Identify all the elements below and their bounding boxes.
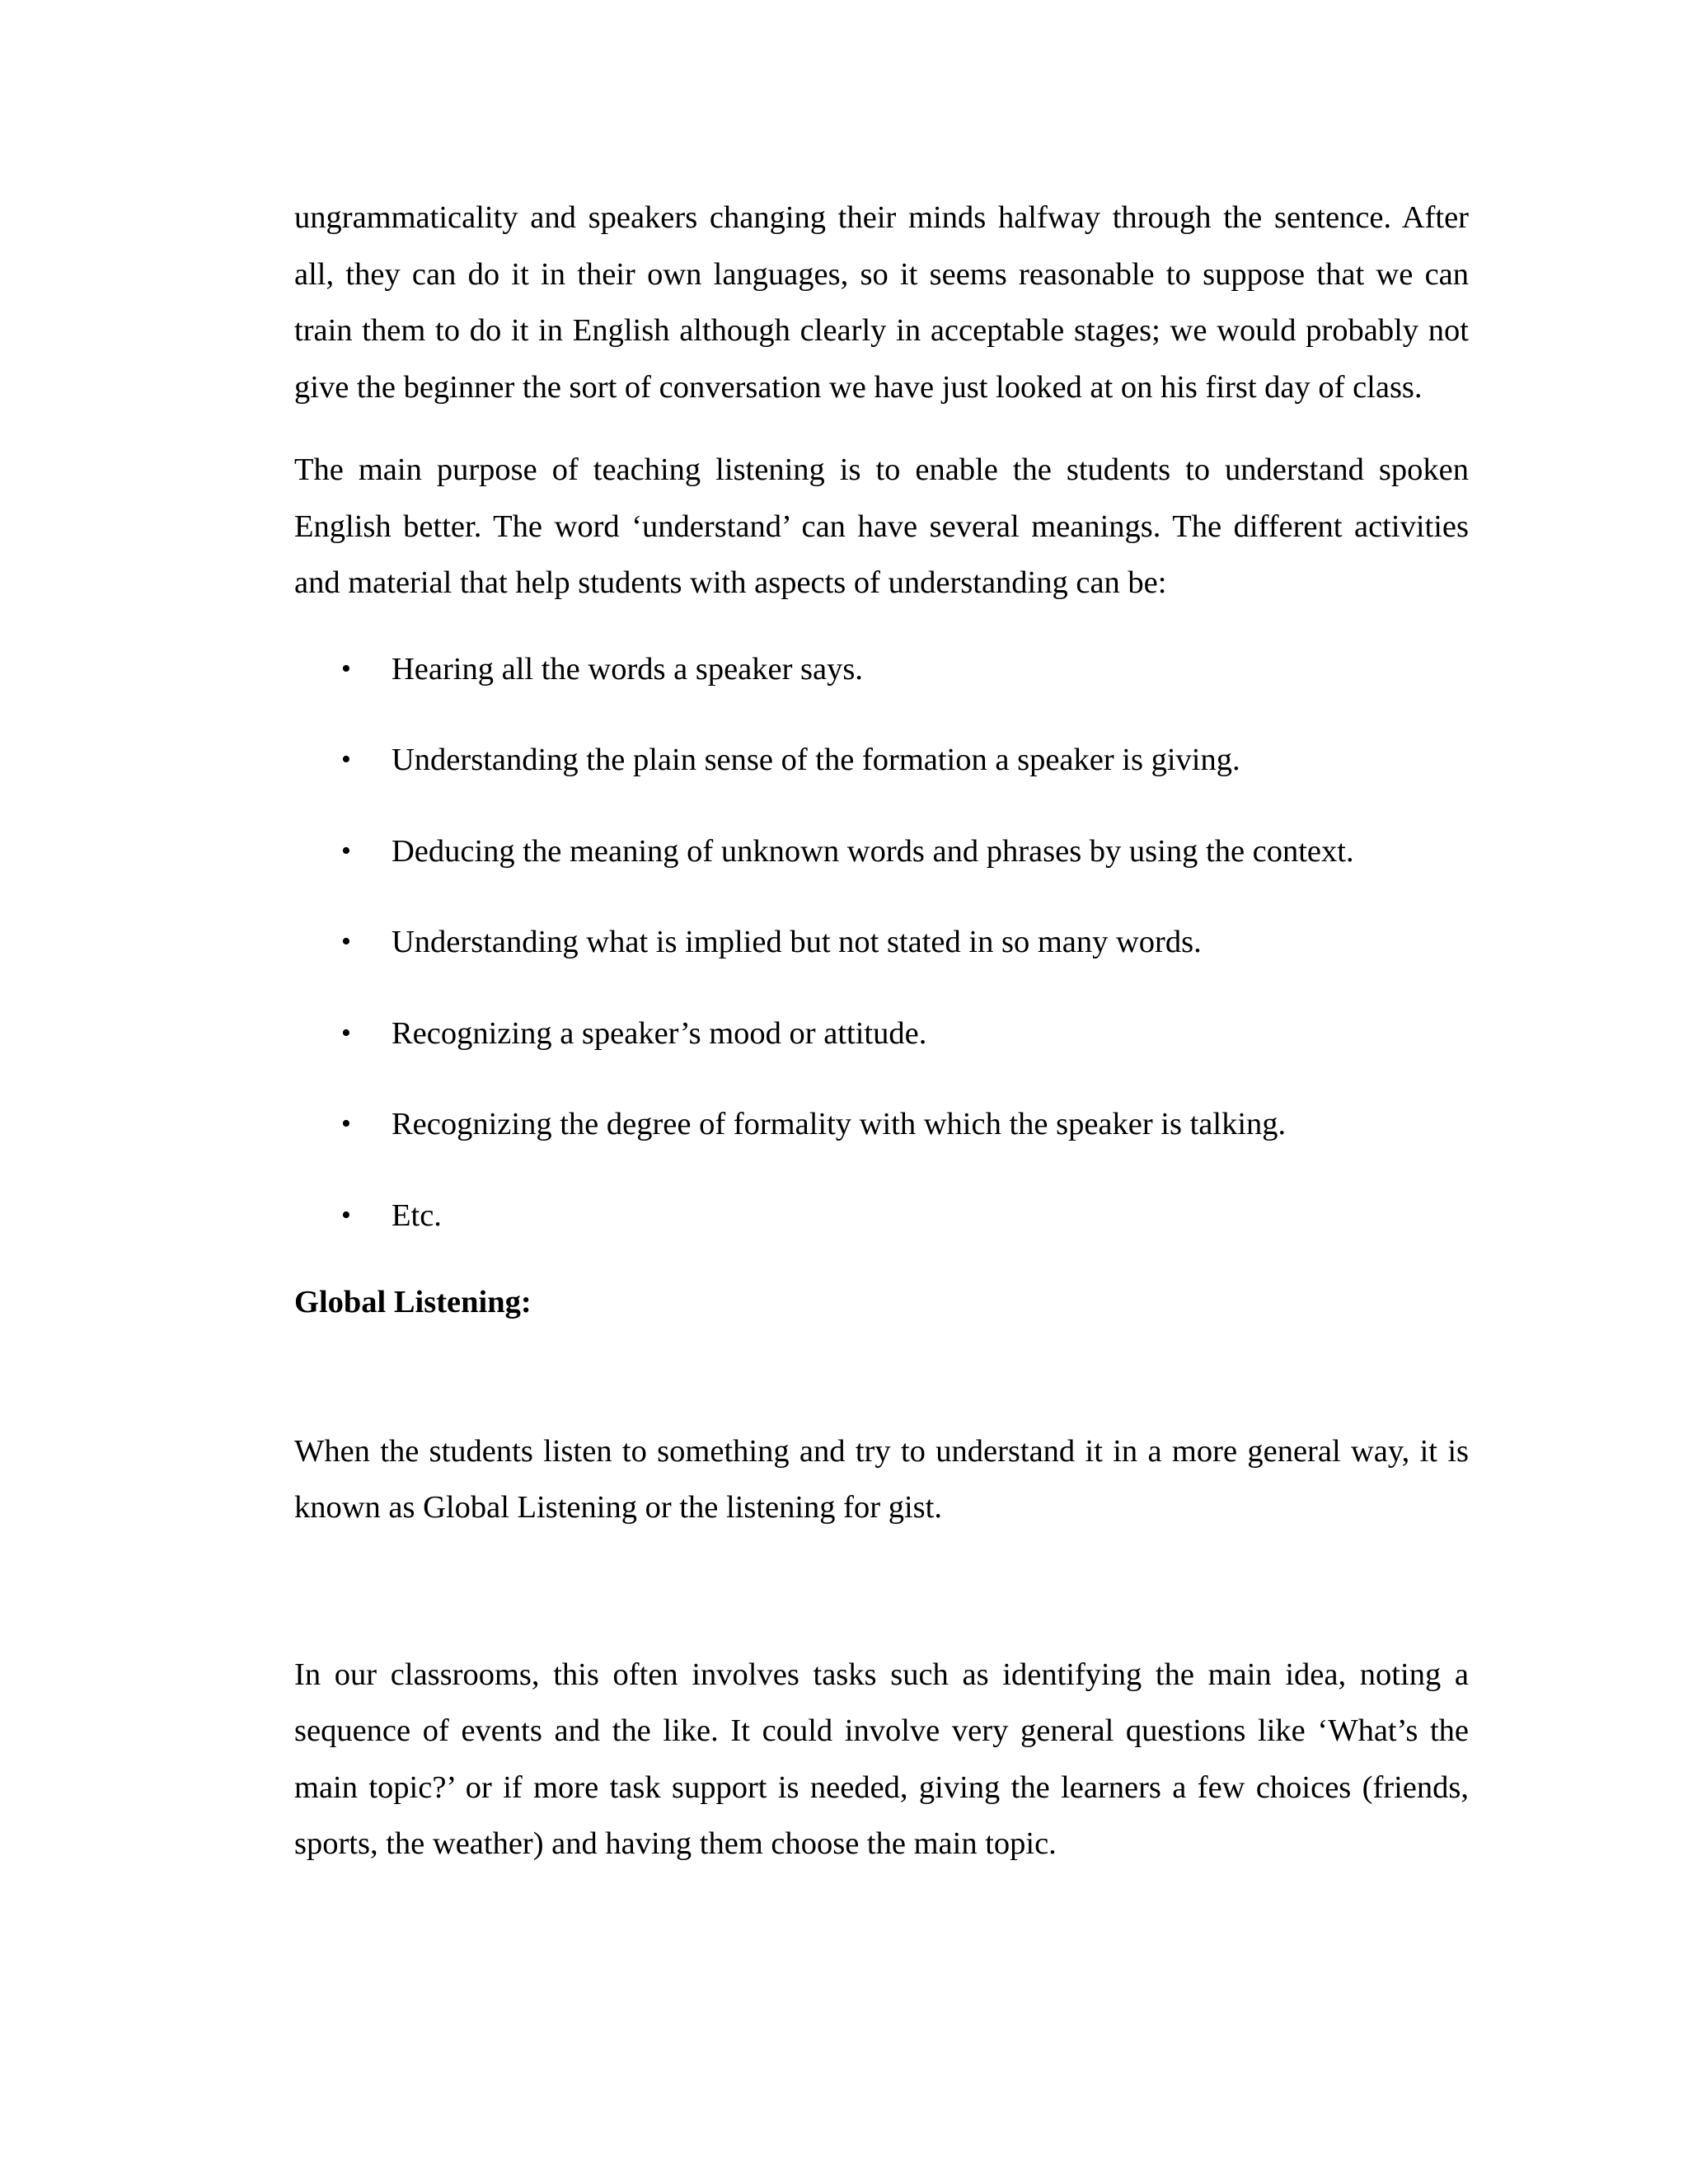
list-item-text: Understanding what is implied but not stated in so many words. xyxy=(392,925,1202,959)
bullet-icon: • xyxy=(341,926,351,957)
bullet-icon: • xyxy=(341,1108,351,1139)
list-item xyxy=(341,641,1469,698)
bullet-icon: • xyxy=(341,835,351,866)
paragraph-ungrammaticality: ungrammaticality and speakers changing their minds halfway through the sentence. After all, they can do it in their own languages, so it seems reasonable to suppose that we can train them to do it in English although clearly in acceptable stages; we would probably not give the beginner the sort of conversation we have just looked at on his first day of class. xyxy=(294,200,1469,405)
list-item xyxy=(341,732,1469,789)
document-page xyxy=(294,190,1469,1872)
list-item xyxy=(341,1005,1469,1062)
list-item xyxy=(341,1096,1469,1153)
list-item-text: Understanding the plain sense of the formation a speaker is giving. xyxy=(392,743,1240,777)
section-heading-global-listening: Global Listening: xyxy=(294,1285,532,1319)
bullet-icon: • xyxy=(341,1199,351,1230)
list-item xyxy=(341,1188,1469,1244)
list-item-text: Etc. xyxy=(392,1197,442,1233)
list-item xyxy=(341,823,1469,880)
list-item-text: Hearing all the words a speaker says. xyxy=(392,651,863,687)
bullet-icon: • xyxy=(341,744,351,775)
list-item xyxy=(341,914,1469,971)
paragraph-main-purpose: The main purpose of teaching listening is to enable the students to understand spoken English better. The word ‘understand’ can have several meanings. The different activities and material that help students with aspects of understanding can be: xyxy=(294,452,1469,600)
list-item-text: Recognizing the degree of formality with which the speaker is talking. xyxy=(392,1107,1287,1141)
paragraph-global-listening-definition: When the students listen to something and try to understand it in a more general way, it is known as Global Listening or the listening for gist. xyxy=(294,1433,1469,1525)
paragraph-classroom-tasks: In our classrooms, this often involves tasks such as identifying the main idea, noting a sequence of events and the like. It could involve very general questions like ‘What’s the main topic?’ or if more task support is needed, giving the learners a few choices (friends, sports, the weather) and having them choose the main topic. xyxy=(294,1657,1469,1861)
bullet-icon: • xyxy=(341,653,351,684)
understanding-aspects-list xyxy=(294,641,1469,1244)
bullet-icon: • xyxy=(341,1017,351,1048)
list-item-text: Recognizing a speaker’s mood or attitude. xyxy=(392,1015,927,1051)
list-item-text: Deducing the meaning of unknown words and phrases by using the context. xyxy=(392,833,1354,869)
